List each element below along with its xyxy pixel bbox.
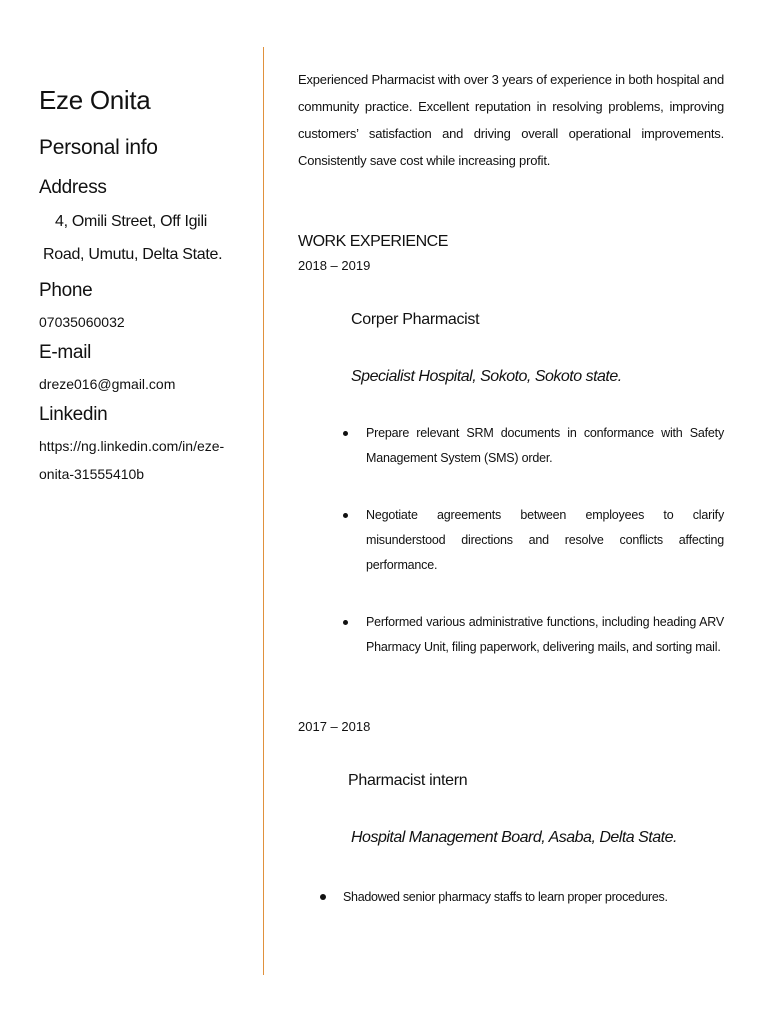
duty-text: Performed various administrative functions, including heading ARV Pharmacy Unit, filing paperwork, delivering mails, and sorting mail. <box>366 615 724 654</box>
candidate-name: Eze Onita <box>39 85 151 115</box>
personal-info-heading: Personal info <box>39 136 158 159</box>
job-role: Pharmacist intern <box>348 772 468 789</box>
duty-text: Prepare relevant SRM documents in conformance with Safety Management System (SMS) order. <box>366 426 724 465</box>
list-item <box>343 610 724 660</box>
email-value: dreze016@gmail.com <box>39 376 176 392</box>
linkedin-url[interactable]: https://ng.linkedin.com/in/eze-onita-31555410b <box>39 438 225 482</box>
linkedin-label: Linkedin <box>39 404 108 425</box>
phone-label: Phone <box>39 280 93 301</box>
list-item <box>343 503 724 578</box>
work-experience-heading: WORK EXPERIENCE <box>298 233 448 250</box>
job-organization: Specialist Hospital, Sokoto, Sokoto state. <box>351 368 622 385</box>
address-line-1: 4, Omili Street, Off Igili <box>55 213 207 230</box>
address-value <box>39 205 244 271</box>
job-role: Corper Pharmacist <box>351 311 480 328</box>
job-dates: 2018 – 2019 <box>298 258 371 273</box>
job-duties-list <box>343 421 724 660</box>
duty-text: Shadowed senior pharmacy staffs to learn proper procedures. <box>343 890 668 904</box>
bullet-icon <box>343 431 348 436</box>
phone-value: 07035060032 <box>39 314 125 330</box>
column-divider <box>263 47 264 975</box>
bullet-icon <box>343 513 348 518</box>
bullet-icon <box>320 894 326 900</box>
job-organization: Hospital Management Board, Asaba, Delta State. <box>351 829 677 846</box>
job-duties-list <box>320 885 724 910</box>
job-dates: 2017 – 2018 <box>298 719 371 734</box>
address-line-2: Road, Umutu, Delta State. <box>43 246 223 263</box>
professional-summary: Experienced Pharmacist with over 3 years of experience in both hospital and community practice. Excellent reputation in resolving problems, improving customers’ satisfaction and driving overall operational improvements. Consistently save cost while increasing profit. <box>298 72 724 168</box>
duty-text: Negotiate agreements between employees to clarify misunderstood directions and resolve conflicts affecting performance. <box>366 508 724 572</box>
list-item <box>343 421 724 471</box>
bullet-icon <box>343 620 348 625</box>
list-item <box>320 885 724 910</box>
address-label: Address <box>39 177 107 198</box>
email-label: E-mail <box>39 342 92 363</box>
